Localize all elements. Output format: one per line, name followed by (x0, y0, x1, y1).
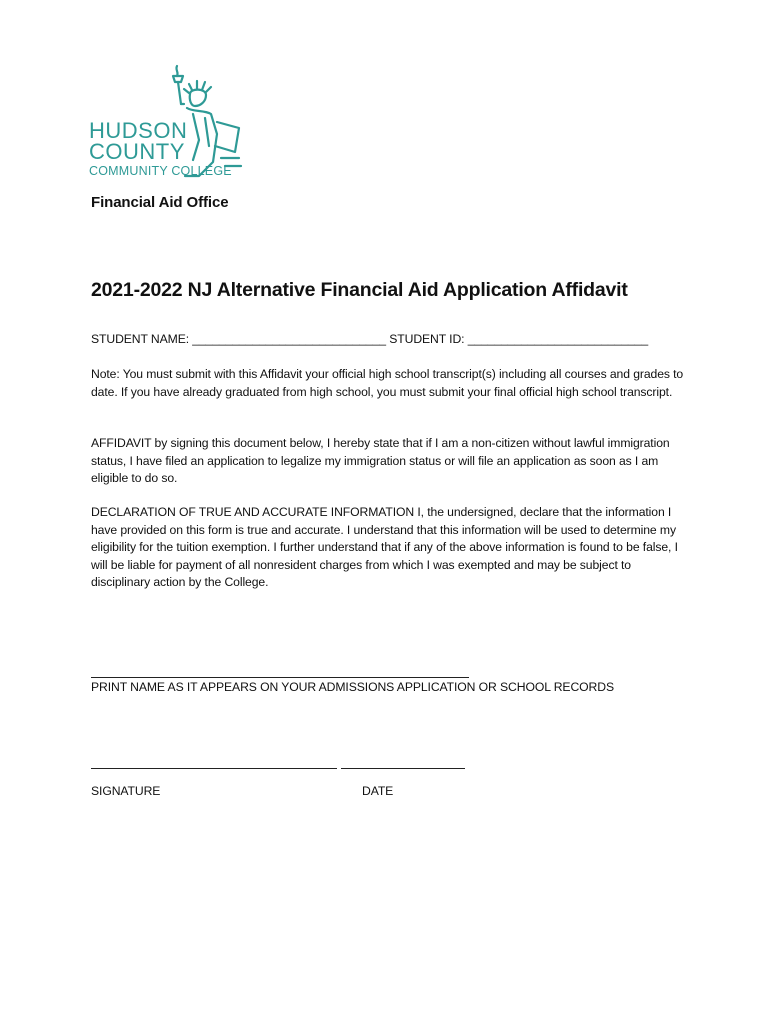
student-name-id-line[interactable]: STUDENT NAME: _____________________________ STUDENT ID: ___________________________ (91, 332, 649, 346)
declaration-statement: DECLARATION OF TRUE AND ACCURATE INFORMATION I, the undersigned, declare that the information I have provided on this form is true and accurate. I understand that this information will be used to determine my eligibility for the tuition exemption. I further understand that if any of the above information is found to be false, I will be liable for payment of all nonresident charges from which I was exempted and may be subject to disciplinary action by the College. (91, 505, 678, 590)
college-logo (89, 62, 245, 182)
date-caption: DATE (362, 784, 394, 798)
logo-line-1: HUDSON (89, 118, 188, 143)
document-title: 2021-2022 NJ Alternative Financial Aid Application Affidavit (91, 279, 628, 301)
logo-line-3: COMMUNITY COLLEGE (89, 164, 232, 178)
transcript-note: Note: You must submit with this Affidavit your official high school transcript(s) including all courses and grades to date. If you have already graduated from high school, you must submit your final official high school transcript. (91, 367, 684, 399)
affidavit-statement: AFFIDAVIT by signing this document below, I hereby state that if I am a non-citizen without lawful immigration status, I have filed an application to legalize my immigration status or will file an application as soon as I am eligible to do so. (91, 436, 670, 486)
signature-line[interactable] (91, 768, 337, 769)
logo-wordmark (89, 120, 232, 180)
signature-caption: SIGNATURE (91, 784, 161, 798)
print-name-line[interactable] (91, 677, 469, 678)
print-name-caption: PRINT NAME AS IT APPEARS ON YOUR ADMISSIONS APPLICATION OR SCHOOL RECORDS (91, 680, 614, 694)
office-name: Financial Aid Office (91, 194, 229, 211)
logo-line-2: COUNTY (89, 139, 185, 164)
date-line[interactable] (341, 768, 465, 769)
